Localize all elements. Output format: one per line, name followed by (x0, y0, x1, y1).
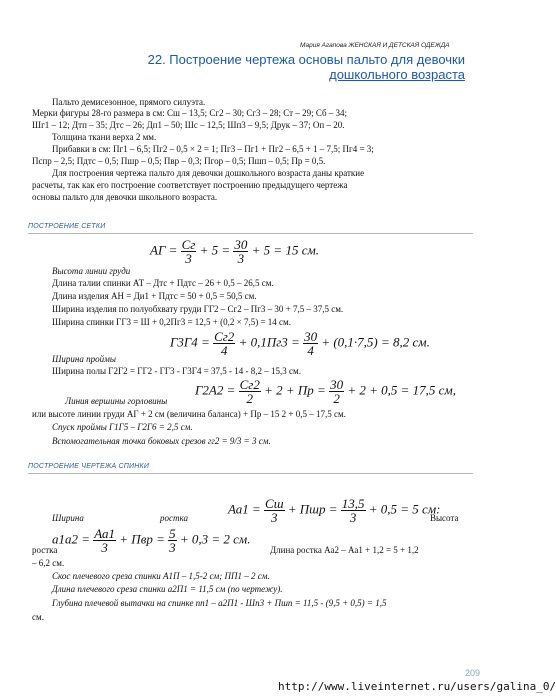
page-number: 209 (465, 668, 481, 678)
numerator: Сг2 (239, 377, 260, 392)
label-neck-top-line: Линия вершины горловины (65, 396, 168, 406)
header-author: Мария Агапова ЖЕНСКАЯ И ДЕТСКАЯ ОДЕЖДА (300, 42, 450, 49)
formula-text: + 0,5 = 5 см: (368, 501, 441, 517)
formula-text: + (0,1·7,5) = 8,2 см. (321, 334, 430, 350)
formula-g2a2 (195, 378, 456, 405)
label-rostok: ростка (160, 513, 188, 523)
denominator: 3 (349, 510, 357, 525)
page-title (120, 52, 465, 82)
fraction (181, 238, 197, 265)
formula-text: + 2 + Пр = (264, 382, 326, 398)
intro-line-4: Толщина ткани верха 2 мм. (52, 132, 157, 142)
fraction (341, 497, 366, 524)
source-url[interactable]: http://www.liveinternet.ru/users/galina_0/ (278, 680, 556, 693)
fraction (329, 378, 344, 405)
fraction (239, 378, 261, 405)
intro-line-5: Прибавки в см: Пг1 – 6,5; Пг2 – 0,5 × 2 = 1; Пг3 – Пг1 + Пг2 – 6,5 + 1 – 7,5; Пг4 = 3; (52, 144, 374, 154)
section-divider (28, 233, 473, 234)
denominator: 3 (185, 251, 192, 266)
denominator: 3 (101, 540, 108, 555)
text-dart-depth-unit: см. (32, 612, 44, 622)
formula-text: а1а2 = (52, 531, 91, 547)
text-shoulder-slope: Скос плечевого среза спинки А1П – 1,5-2 см; ПП1 – 2 см. (52, 571, 270, 581)
text-rostok-length: Длина ростка Аа2 – Аа1 + 1,2 = 5 + 1,2 (270, 545, 419, 555)
numerator: 5 (169, 526, 176, 541)
formula-text: АГ = (150, 242, 178, 258)
text-back-width: Ширина спинки ГГ3 = Ш + 0,2Пг3 = 12,5 + (0,2 × 7,5) = 14 см. (52, 317, 291, 327)
section-divider (28, 473, 473, 474)
section-heading-back: ПОСТРОЕНИЕ ЧЕРТЕЖА СПИНКИ (28, 463, 150, 470)
formula-text: + 5 = (199, 242, 231, 258)
formula-text: + 2 + 0,5 = 17,5 см, (347, 382, 456, 398)
denominator: 2 (246, 391, 253, 406)
formula-text: Г2А2 = (195, 382, 236, 398)
intro-line-8: расчеты, так как его построение соответствует построению предыдущего чертежа (32, 180, 348, 190)
title-line-2: дошкольного возраста (329, 67, 465, 82)
fraction (93, 527, 116, 554)
intro-line-1: Пальто демисезонное, прямого силуэта. (52, 97, 206, 107)
formula-g3g4 (170, 330, 430, 357)
text-garment-length: Длина изделия АН = Ди1 + Пдтс = 50 + 0,5 = 50,5 см. (52, 291, 257, 301)
formula-text: Аа1 = (228, 501, 261, 517)
numerator: Сг (181, 237, 196, 252)
numerator: 13,5 (341, 496, 365, 511)
fraction (168, 527, 177, 554)
intro-line-7: Для построения чертежа пальто для девочки дошкольного возраста даны краткие (52, 168, 365, 178)
formula-text: + 5 = 15 см. (251, 242, 320, 258)
text-side-seam-point: Вспомогательная точка боковых срезов гг2 = 9/3 = 3 см. (52, 436, 271, 446)
numerator: 30 (304, 329, 318, 344)
intro-line-6: Пспр – 2,5; Пдтс – 0,5; Пшр – 0,5; Пвр – 0,3; Пгор – 0,5; Пшп – 0,5; Пр = 0,5. (32, 156, 326, 166)
fraction (303, 330, 318, 357)
text-rostok-length-result: – 6,2 см. (32, 558, 65, 568)
denominator: 3 (271, 510, 278, 525)
numerator: 30 (234, 237, 248, 252)
label-width: Ширина (52, 513, 84, 523)
formula-a1a2 (52, 527, 250, 554)
fraction (213, 330, 235, 357)
intro-line-2: Мерки фигуры 28-го размера в см: Сш – 13,5; Сг2 – 30; Сг3 – 28; Ст – 29; Сб – 34; (32, 108, 348, 118)
numerator: Сг2 (214, 329, 235, 344)
formula-text: Г3Г4 = (170, 334, 210, 350)
denominator: 3 (237, 251, 245, 266)
formula-aa1 (228, 497, 440, 524)
formula-ag (150, 238, 319, 265)
denominator: 4 (307, 343, 314, 358)
intro-line-9: основы пальто для девочки школьного возраста. (32, 192, 218, 202)
formula-text: + Пшр = (287, 501, 338, 517)
text-chest-width: Ширина изделия по полуобхвату груди ГГ2 – Сг2 – Пг3 – 30 + 7,5 – 37,5 см. (52, 304, 344, 314)
formula-text: + 0,1Пг3 = (238, 334, 300, 350)
label-height: Высота (430, 513, 459, 523)
denominator: 2 (333, 391, 340, 406)
text-armhole-drop: Спуск проймы Г1Г5 – Г2Г6 = 2,5 см. (52, 422, 193, 432)
denominator: 3 (169, 540, 176, 555)
formula-text: + 0,3 = 2 см. (179, 531, 251, 547)
fraction (233, 238, 248, 265)
formula-text: + Пвр = (119, 531, 165, 547)
denominator: 4 (220, 343, 228, 358)
numerator: 30 (330, 377, 344, 392)
text-balance: или высоте линии груди АГ + 2 см (величина баланса) + Пр – 15 2 + 0,5 – 17,5 см. (32, 409, 346, 419)
text-front-width: Ширина полы Г2Г2 = ГГ2 - ГГ3 - Г3Г4 = 37,5 - 14 - 8,2 – 15,3 см. (52, 366, 301, 376)
label-rostok-2: ростка (32, 545, 58, 555)
label-chest-line-height: Высота линии груди (52, 266, 131, 276)
numerator: Аа1 (94, 526, 116, 541)
label-armhole-width: Ширина проймы (52, 354, 116, 364)
fraction (264, 497, 284, 524)
text-back-waist-length: Длина талии спинки АТ – Дтс + Пдтс – 26 + 0,5 – 26,5 см. (52, 278, 274, 288)
intro-line-3: Шг1 – 12; Дтп – 35; Дтс – 26; Дп1 – 50; Шс – 12,5; Шп3 – 9,5; Друк – 37; Оп – 20. (32, 120, 345, 130)
numerator: Сш (265, 496, 284, 511)
text-shoulder-length: Длина плечевого среза спинки а2П1 = 11,5 см (по чертежу). (52, 584, 283, 594)
section-heading-grid: ПОСТРОЕНИЕ СЕТКИ (28, 223, 106, 230)
text-dart-depth: Глубина плечевой вытачки на спинке пп1 – а2П1 - Шп3 + Пшп = 11,5 - (9,5 + 0,5) = 1,5 (52, 598, 387, 608)
title-line-1: 22. Построение чертежа основы пальто для девочки (147, 52, 465, 67)
